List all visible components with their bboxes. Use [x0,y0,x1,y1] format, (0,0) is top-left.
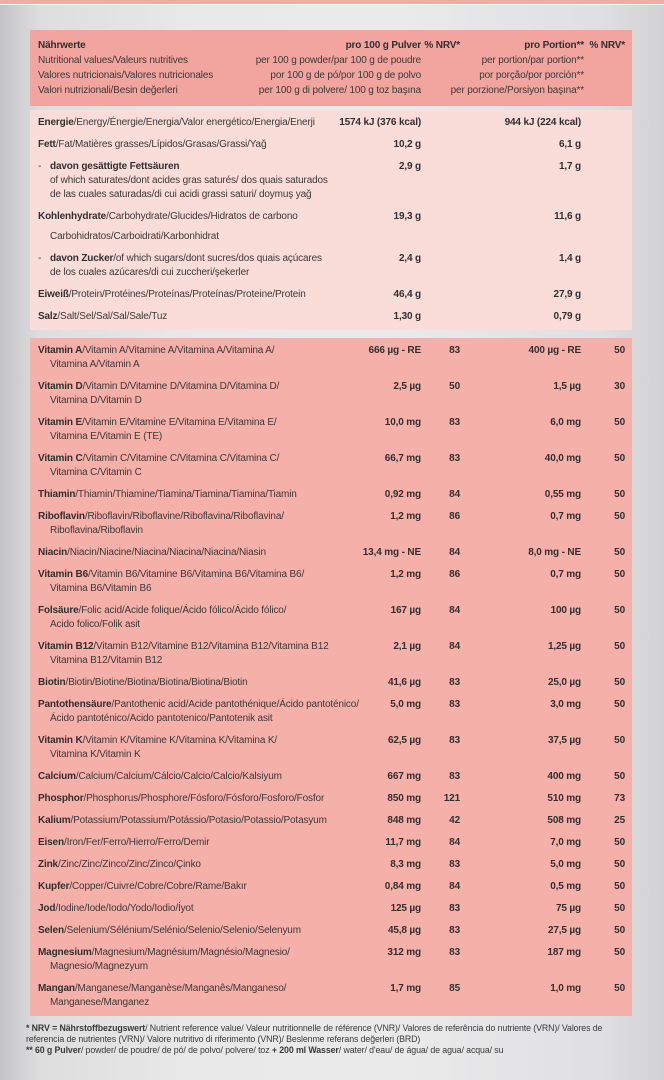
header-title-line: Nährwerte [38,40,86,51]
nrv-per-100g-value: 83 [449,947,460,958]
nutrient-name [38,138,624,152]
per-portion-value: 0,7 mg [550,569,581,580]
per-portion-value: 8,0 mg - NE [528,547,581,558]
per-100g-value: 850 mg [387,793,421,804]
table-row [30,134,632,156]
nrv-per-portion-value: 50 [614,837,625,848]
table-row [30,876,632,898]
nutrient-name [38,698,624,726]
nutrient-name-continuation: Magnesio/Magnezyum [50,961,148,972]
per-100g-value: 46,4 g [393,289,421,300]
nutrient-name-continuation: Carbohidratos/Carboidrati/Karbonhidrat [50,231,219,242]
header-per-portion-line: per portion/par portion** [481,55,584,66]
nutrient-name-line: Vitamin B6/Vitamin B6/Vitamine B6/Vitamina B6/Vitamina B6/ [38,569,305,580]
per-100g-value: 2,4 g [398,253,421,264]
per-100g-value: 667 mg [387,771,421,782]
nrv-per-100g-value: 83 [449,345,460,356]
table-row [30,248,632,284]
micronutrients-section [30,338,632,1016]
nutrient-name-continuation: Vitamina K/Vitamin K [50,749,141,760]
per-100g-value: 125 µg [390,903,421,914]
nutrient-name-continuation: Vitamina C/Vitamin C [50,467,142,478]
nutrient-name-line: Calcium/Calcium/Calcium/Cálcio/Calcio/Calcio/Kalsiyum [38,771,282,782]
nrv-per-portion-value: 50 [614,547,625,558]
per-portion-value: 1,0 mg [550,983,581,994]
table-row [30,376,632,412]
nutrient-name [38,210,624,244]
nutrient-name [38,982,624,1010]
nutrient-name [38,604,624,632]
per-100g-value: 0,92 mg [384,489,421,500]
per-100g-value: 19,3 g [393,211,421,222]
nrv-per-100g-value: 83 [449,453,460,464]
per-portion-value: 187 mg [547,947,581,958]
table-row [30,206,632,248]
nutrient-name-continuation: Manganese/Manganez [50,997,150,1008]
nutrient-name-continuation: of which saturates/dont acides gras saturés/ dos quais saturados [50,175,328,186]
nutrition-table [26,30,632,1056]
table-row [30,340,632,376]
per-100g-value: 41,6 µg [387,677,421,688]
nrv-per-100g-value: 83 [449,859,460,870]
table-row [30,564,632,600]
nutrient-name-line: Vitamin C/Vitamin C/Vitamine C/Vitamina C/Vitamina C/ [38,453,280,464]
nrv-per-100g-value: 83 [449,903,460,914]
nutrient-name-line: Pantothensäure/Pantothenic acid/Acide pantothénique/Ácido pantoténico/ [38,699,359,710]
nutrient-name-line: Mangan/Manganese/Manganèse/Manganês/Manganeso/ [38,983,287,994]
per-portion-value: 75 µg [555,903,581,914]
per-portion-value: 0,5 mg [550,881,581,892]
per-portion-value: 510 mg [547,793,581,804]
per-portion-value: 100 µg [550,605,581,616]
nrv-per-portion-value: 50 [614,489,625,500]
table-row [30,600,632,636]
table-row [30,636,632,672]
nutrient-name-line: Vitamin A/Vitamin A/Vitamine A/Vitamina A/Vitamina A/ [38,345,275,356]
per-portion-value: 400 mg [547,771,581,782]
nrv-per-portion-value: 50 [614,569,625,580]
nrv-per-100g-value: 42 [449,815,460,826]
nrv-per-portion-value: 50 [614,453,625,464]
table-row [30,484,632,506]
table-row [30,284,632,306]
nrv-per-100g-value: 84 [449,547,460,558]
per-100g-value: 62,5 µg [387,735,421,746]
header-nrv-per-100g: % NRV* [424,40,460,51]
dash-marker: - [38,253,42,264]
nrv-per-100g-value: 83 [449,699,460,710]
per-100g-value: 2,1 µg [393,641,421,652]
header-title-line: Nutritional values/Valeurs nutritives [38,55,188,66]
nutrient-name [38,792,624,806]
nutrient-name [38,734,624,762]
nutrient-name-continuation: Ácido pantoténico/Acido pantotenico/Pantotenik asit [50,713,273,724]
header-per-portion-line: per porzione/Porsiyon başına** [450,85,584,96]
nrv-per-portion-value: 50 [614,511,625,522]
per-100g-value: 2,9 g [398,161,421,172]
per-100g-value: 1,30 g [393,311,421,322]
nutrient-name-line: Salz/Salt/Sel/Sal/Sal/Sale/Tuz [38,311,168,322]
per-portion-value: 40,0 mg [544,453,581,464]
per-portion-value: 37,5 µg [547,735,581,746]
per-portion-value: 25,0 µg [547,677,581,688]
table-row [30,832,632,854]
nrv-per-portion-value: 50 [614,605,625,616]
header-per-portion-column [451,38,584,98]
per-100g-value: 312 mg [387,947,421,958]
nrv-per-portion-value: 50 [614,345,625,356]
nrv-per-portion-value: 50 [614,735,625,746]
nrv-per-portion-value: 73 [614,793,625,804]
table-row [30,788,632,810]
per-portion-value: 1,5 µg [553,381,581,392]
table-row [30,942,632,978]
nutrient-name-line: Jod/Iodine/Iode/Iodo/Yodo/Iodio/İyot [38,903,194,914]
nutrient-name [38,902,624,916]
per-100g-value: 5,0 mg [390,699,421,710]
header-per-100g-line: pro 100 g Pulver [345,40,421,51]
per-100g-value: 10,2 g [393,139,421,150]
header-nrv-per-portion: % NRV* [589,40,625,51]
per-portion-value: 944 kJ (224 kcal) [504,117,581,128]
table-row [30,672,632,694]
per-portion-value: 27,9 g [553,289,581,300]
per-portion-value: 508 mg [547,815,581,826]
per-portion-value: 0,55 mg [544,489,581,500]
per-100g-value: 1,2 mg [390,511,421,522]
table-row [30,506,632,542]
table-row [30,730,632,766]
nutrient-name [38,676,624,690]
nutrient-name-continuation: de los cuales azúcares/di cui zuccheri/şekerler [50,267,250,278]
header-per-portion-line: pro Portion** [524,40,584,51]
nrv-per-100g-value: 84 [449,881,460,892]
table-row [30,810,632,832]
per-portion-value: 6,1 g [558,139,581,150]
per-100g-value: 13,4 mg - NE [362,547,421,558]
nrv-per-portion-value: 50 [614,771,625,782]
nutrient-name [38,416,624,444]
nutrient-name-continuation: Vitamina B12/Vitamin B12 [50,655,163,666]
per-100g-value: 1574 kJ (376 kcal) [339,117,421,128]
nutrient-name-line: Kupfer/Copper/Cuivre/Cobre/Cobre/Rame/Bakır [38,881,247,892]
nrv-per-100g-value: 83 [449,771,460,782]
per-portion-value: 1,7 g [558,161,581,172]
per-100g-value: 666 µg - RE [368,345,421,356]
per-portion-value: 0,7 mg [550,511,581,522]
nutrient-name-line: Energie/Energy/Énergie/Energia/Valor energético/Energia/Enerji [38,117,315,128]
per-100g-value: 848 mg [387,815,421,826]
nrv-per-portion-value: 50 [614,983,625,994]
nutrient-name [38,452,624,480]
nutrient-name-continuation: Vitamina B6/Vitamin B6 [50,583,152,594]
nutrient-name-line: davon Zucker/of which sugars/dont sucres/dos quais açúcares [50,253,322,264]
nrv-per-100g-value: 86 [449,511,460,522]
footnotes [26,1023,621,1056]
per-100g-value: 8,3 mg [390,859,421,870]
header-per-portion-line: por porção/por porción** [479,70,584,81]
nrv-per-100g-value: 86 [449,569,460,580]
per-100g-value: 45,8 µg [387,925,421,936]
table-row [30,920,632,942]
nutrient-name [38,488,624,502]
dash-marker: - [38,161,42,172]
per-100g-value: 1,7 mg [390,983,421,994]
per-100g-value: 167 µg [390,605,421,616]
per-portion-value: 7,0 mg [550,837,581,848]
nutrient-name-line: Vitamin D/Vitamin D/Vitamine D/Vitamina D/Vitamina D/ [38,381,280,392]
nutrient-name-line: Folsäure/Folic acid/Acide folique/Ácido fólico/Ácido fólico/ [38,605,287,616]
nutrient-name-continuation: Vitamina A/Vitamin A [50,359,140,370]
nutrient-name-line: Selen/Selenium/Sélénium/Selénio/Selenio/Selenio/Selenyum [38,925,301,936]
nutrient-name-line: Kohlenhydrate/Carbohydrate/Glucides/Hidratos de carbono [38,211,298,222]
table-row [30,156,632,206]
nrv-per-100g-value: 83 [449,417,460,428]
nutrient-name [38,880,624,894]
per-100g-value: 0,84 mg [384,881,421,892]
nutrient-name-line: Magnesium/Magnesium/Magnésium/Magnésio/Magnesio/ [38,947,290,958]
header-per-100g-line: per 100 g powder/par 100 g de poudre [255,55,421,66]
nrv-per-100g-value: 83 [449,677,460,688]
footnote: ** 60 g Pulver/ powder/ de poudre/ de pó/ de polvo/ polvere/ toz + 200 ml Wasser/ water/ d'eau/ de água/ de agua/ acqua/ su [26,1045,504,1055]
nrv-per-portion-value: 50 [614,947,625,958]
nutrient-name [38,858,624,872]
nrv-per-portion-value: 50 [614,925,625,936]
per-100g-value: 10,0 mg [384,417,421,428]
nrv-per-100g-value: 84 [449,489,460,500]
nutrient-name-continuation: de las cuales saturadas/di cui acidi grassi saturi/ doymuş yağ [50,189,312,200]
macronutrients-section [30,110,632,330]
nutrient-name-line: Zink/Zinc/Zinc/Zinco/Zinc/Zinco/Çinko [38,859,201,870]
per-portion-value: 6,0 mg [550,417,581,428]
nutrient-name-line: Niacin/Niacin/Niacine/Niacina/Niacina/Niacina/Niasin [38,547,266,558]
nutrient-name-line: Fett/Fat/Matières grasses/Lípidos/Grasas/Grassi/Yağ [38,139,267,150]
table-row [30,112,632,134]
nutrient-name-continuation: Vitamina E/Vitamin E (TE) [50,431,163,442]
table-row [30,542,632,564]
header-per-100g-line: per 100 g di polvere/ 100 g toz başına [258,85,421,96]
nrv-per-100g-value: 84 [449,641,460,652]
nutrient-name-line: davon gesättigte Fettsäuren [50,161,180,172]
nutrient-name [38,310,624,324]
per-portion-value: 1,4 g [558,253,581,264]
nrv-per-100g-value: 84 [449,605,460,616]
nutrient-name [38,380,624,408]
nutrient-name-continuation: Vitamina D/Vitamin D [50,395,142,406]
nrv-per-100g-value: 83 [449,735,460,746]
nutrient-name [38,946,624,974]
nutrient-name-line: Vitamin E/Vitamin E/Vitamine E/Vitamina E/Vitamina E/ [38,417,277,428]
per-portion-value: 3,0 mg [550,699,581,710]
nutrient-name-line: Eisen/Iron/Fer/Ferro/Hierro/Ferro/Demir [38,837,210,848]
nrv-per-100g-value: 85 [449,983,460,994]
nrv-per-portion-value: 50 [614,677,625,688]
per-portion-value: 11,6 g [554,211,581,222]
nutrient-name [38,770,624,784]
nutrient-name [38,252,624,280]
nutrient-name-line: Biotin/Biotin/Biotine/Biotina/Biotina/Biotina/Biotin [38,677,248,688]
per-100g-value: 66,7 mg [384,453,421,464]
table-row [30,898,632,920]
nrv-per-100g-value: 121 [443,793,460,804]
nutrient-name [38,836,624,850]
header-per-100g-line: por 100 g de pó/por 100 g de polvo [270,70,421,81]
table-row [30,448,632,484]
nutrition-table-header [30,30,632,106]
nutrient-name [38,924,624,938]
nutrient-name-line: Eiweiß/Protein/Protéines/Proteínas/Proteínas/Proteine/Protein [38,289,306,300]
table-row [30,694,632,730]
nrv-per-100g-value: 84 [449,837,460,848]
nutrient-name [38,568,624,596]
nrv-per-portion-value: 50 [614,417,625,428]
per-portion-value: 400 µg - RE [528,345,581,356]
nrv-per-100g-value: 83 [449,925,460,936]
nutrient-name-continuation: Riboflavina/Riboflavin [50,525,143,536]
nrv-per-portion-value: 50 [614,903,625,914]
table-row [30,412,632,448]
table-row [30,978,632,1014]
footnote: * NRV = Nährstoffbezugswert/ Nutrient reference value/ Valeur nutritionnelle de référence (VNR)/ Valores de referência do nutriente (VRN)/ Valores de referencia de nutrientes (VRN)/ Valore nutritivo di riferimento (VNR)/ Beslenme referans değerleri (BRD) [26,1023,603,1044]
nutrient-name [38,640,624,668]
nutrient-name [38,288,624,302]
nrv-per-portion-value: 50 [614,859,625,870]
nutrient-name-line: Vitamin K/Vitamin K/Vitamine K/Vitamina K/Vitamina K/ [38,735,278,746]
nrv-per-100g-value: 50 [449,381,460,392]
header-per-100g-column [256,38,421,98]
nrv-per-portion-value: 50 [614,641,625,652]
nutrient-name-line: Phosphor/Phosphorus/Phosphore/Fósforo/Fósforo/Fosforo/Fosfor [38,793,325,804]
per-portion-value: 5,0 mg [550,859,581,870]
nutrient-name [38,510,624,538]
per-100g-value: 1,2 mg [390,569,421,580]
per-100g-value: 11,7 mg [385,837,421,848]
nrv-per-portion-value: 30 [614,381,625,392]
nrv-per-portion-value: 50 [614,699,625,710]
nutrient-name [38,160,624,202]
table-row [30,306,632,328]
nutrient-name [38,814,624,828]
header-title-line: Valori nutrizionali/Besin değerleri [38,85,178,96]
per-portion-value: 1,25 µg [547,641,581,652]
per-portion-value: 27,5 µg [547,925,581,936]
header-title-line: Valores nutricionais/Valores nutricionales [38,70,214,81]
table-row [30,766,632,788]
nutrient-name-line: Vitamin B12/Vitamin B12/Vitamine B12/Vitamina B12/Vitamina B12 [38,641,329,652]
top-pink-strip [0,0,664,5]
per-100g-value: 2,5 µg [393,381,421,392]
nutrient-name-line: Kalium/Potassium/Potassium/Potássio/Potasio/Potassio/Potasyum [38,815,327,826]
nutrient-name-line: Riboflavin/Riboflavin/Riboflavine/Riboflavina/Riboflavina/ [38,511,284,522]
table-row [30,854,632,876]
nrv-per-portion-value: 50 [614,881,625,892]
per-portion-value: 0,79 g [553,311,581,322]
nutrient-name-continuation: Acido folico/Folik asit [50,619,140,630]
nrv-per-portion-value: 25 [614,815,625,826]
nutrient-name-line: Thiamin/Thiamin/Thiamine/Tiamina/Tiamina/Tiamina/Tiamin [38,489,297,500]
